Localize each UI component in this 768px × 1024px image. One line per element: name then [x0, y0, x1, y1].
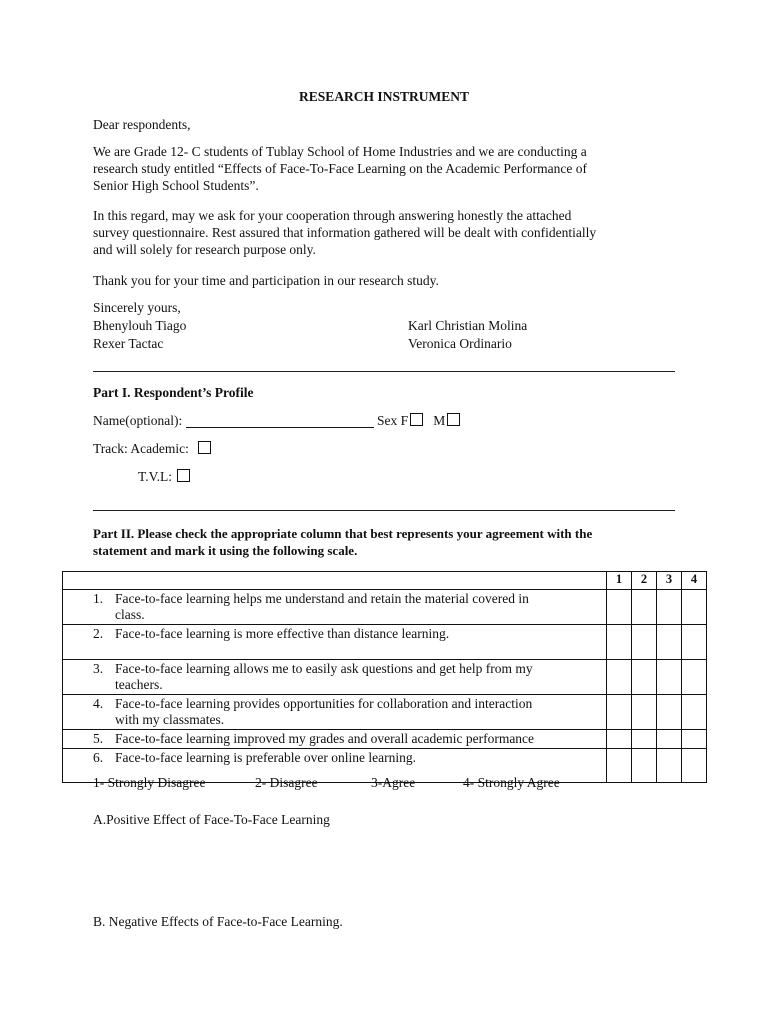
- rating-cell[interactable]: [657, 625, 682, 660]
- greeting: Dear respondents,: [93, 117, 191, 132]
- scale-item: 2- Disagree: [255, 775, 318, 790]
- rating-cell[interactable]: [657, 730, 682, 749]
- statement-text: Face-to-face learning is more effective than distance learning.: [115, 626, 450, 641]
- rating-cell[interactable]: [607, 625, 632, 660]
- statement-text: Face-to-face learning provides opportunities for collaboration and interaction: [115, 696, 533, 711]
- scale-item: 1- Strongly Disagree: [93, 775, 206, 790]
- part1-heading: Part I. Respondent’s Profile: [93, 385, 254, 400]
- statement-text: Face-to-face learning improved my grades and overall academic performance: [115, 731, 535, 746]
- column-header: 4: [682, 572, 707, 590]
- divider: [93, 371, 675, 372]
- tvl-checkbox[interactable]: [177, 469, 190, 482]
- thanks-line: Thank you for your time and participation in our research study.: [93, 273, 439, 288]
- track-label: Track: Academic:: [93, 441, 189, 456]
- intro-paragraph: [93, 143, 675, 194]
- part2-line: Part II. Please check the appropriate column that best represents your agreement with the: [93, 526, 593, 541]
- closing-line: Sincerely yours,: [93, 300, 181, 315]
- rating-cell[interactable]: [607, 730, 632, 749]
- statement-number: 3.: [93, 661, 104, 676]
- tvl-row: [93, 468, 720, 485]
- statement-number: 5.: [93, 731, 104, 746]
- rating-cell[interactable]: [607, 749, 632, 783]
- intro-line: research study entitled “Effects of Face-To-Face Learning on the Academic Performance of: [93, 161, 587, 176]
- rating-cell[interactable]: [657, 695, 682, 730]
- column-header: 3: [657, 572, 682, 590]
- table-row: [63, 660, 707, 695]
- signatory-name: Bhenylouh Tiago: [93, 318, 187, 333]
- rating-cell[interactable]: [657, 590, 682, 625]
- name-field[interactable]: [186, 413, 374, 428]
- name-label: Name(optional):: [93, 413, 183, 428]
- rating-cell[interactable]: [682, 660, 707, 695]
- signatory-row: [93, 335, 675, 352]
- rating-cell[interactable]: [632, 749, 657, 783]
- sex-label: Sex F: [376, 413, 409, 428]
- part2-line: statement and mark it using the following scale.: [93, 543, 358, 558]
- scale-item: 4- Strongly Agree: [463, 775, 560, 790]
- m-label: M: [433, 413, 446, 428]
- regard-line: and will solely for research purpose only.: [93, 242, 316, 257]
- statement-text: class.: [115, 607, 145, 622]
- rating-cell[interactable]: [682, 625, 707, 660]
- rating-cell[interactable]: [632, 625, 657, 660]
- table-header-row: [63, 572, 707, 590]
- section-b-heading: B. Negative Effects of Face-to-Face Learning.: [93, 914, 343, 929]
- statement-cell: [63, 660, 607, 695]
- column-header: 1: [607, 572, 632, 590]
- scale-item: 3-Agree: [371, 775, 416, 790]
- table-row: [63, 730, 707, 749]
- rating-cell[interactable]: [682, 749, 707, 783]
- statement-number: 6.: [93, 750, 104, 765]
- statement-text: Face-to-face learning allows me to easily ask questions and get help from my: [115, 661, 533, 676]
- regard-paragraph: [93, 207, 675, 258]
- table-row: [63, 590, 707, 625]
- sex-f-checkbox[interactable]: [410, 413, 423, 426]
- divider: [93, 510, 675, 511]
- rating-cell[interactable]: [657, 660, 682, 695]
- regard-line: survey questionnaire. Rest assured that information gathered will be dealt with confidentially: [93, 225, 597, 240]
- rating-cell[interactable]: [682, 695, 707, 730]
- likert-table: [62, 571, 707, 783]
- rating-cell[interactable]: [607, 660, 632, 695]
- statement-cell: [63, 625, 607, 660]
- statement-cell: [63, 590, 607, 625]
- statement-cell: [63, 695, 607, 730]
- signatory-row: [93, 317, 675, 334]
- statement-text: teachers.: [115, 677, 163, 692]
- header-empty-cell: [63, 572, 607, 590]
- document-title: RESEARCH INSTRUMENT: [299, 89, 469, 104]
- intro-line: Senior High School Students”.: [93, 178, 259, 193]
- rating-cell[interactable]: [607, 695, 632, 730]
- statement-number: 4.: [93, 696, 104, 711]
- part2-instructions: [93, 525, 675, 559]
- rating-cell[interactable]: [657, 749, 682, 783]
- academic-checkbox[interactable]: [198, 441, 211, 454]
- statement-text: with my classmates.: [115, 712, 225, 727]
- signatory-name: Rexer Tactac: [93, 336, 164, 351]
- statement-number: 2.: [93, 626, 104, 641]
- column-header: 2: [632, 572, 657, 590]
- rating-cell[interactable]: [632, 730, 657, 749]
- rating-cell[interactable]: [632, 590, 657, 625]
- sex-m-checkbox[interactable]: [447, 413, 460, 426]
- track-row: [93, 440, 675, 457]
- table-row: [63, 695, 707, 730]
- statement-number: 1.: [93, 591, 104, 606]
- statement-text: Face-to-face learning helps me understand and retain the material covered in: [115, 591, 529, 606]
- statement-text: Face-to-face learning is preferable over online learning.: [115, 750, 416, 765]
- tvl-label: T.V.L:: [138, 469, 173, 484]
- rating-cell[interactable]: [607, 590, 632, 625]
- rating-cell[interactable]: [632, 660, 657, 695]
- statement-cell: [63, 730, 607, 749]
- rating-cell[interactable]: [682, 730, 707, 749]
- statement-cell: [63, 749, 607, 783]
- rating-cell[interactable]: [682, 590, 707, 625]
- regard-line: In this regard, may we ask for your cooperation through answering honestly the attached: [93, 208, 572, 223]
- rating-cell[interactable]: [632, 695, 657, 730]
- intro-line: We are Grade 12- C students of Tublay School of Home Industries and we are conducting a: [93, 144, 587, 159]
- section-a-heading: A.Positive Effect of Face-To-Face Learning: [93, 812, 330, 827]
- table-row: [63, 625, 707, 660]
- signatory-name: Veronica Ordinario: [408, 336, 512, 351]
- signatory-name: Karl Christian Molina: [408, 318, 528, 333]
- table-row: [63, 749, 707, 783]
- name-sex-row: [93, 412, 675, 429]
